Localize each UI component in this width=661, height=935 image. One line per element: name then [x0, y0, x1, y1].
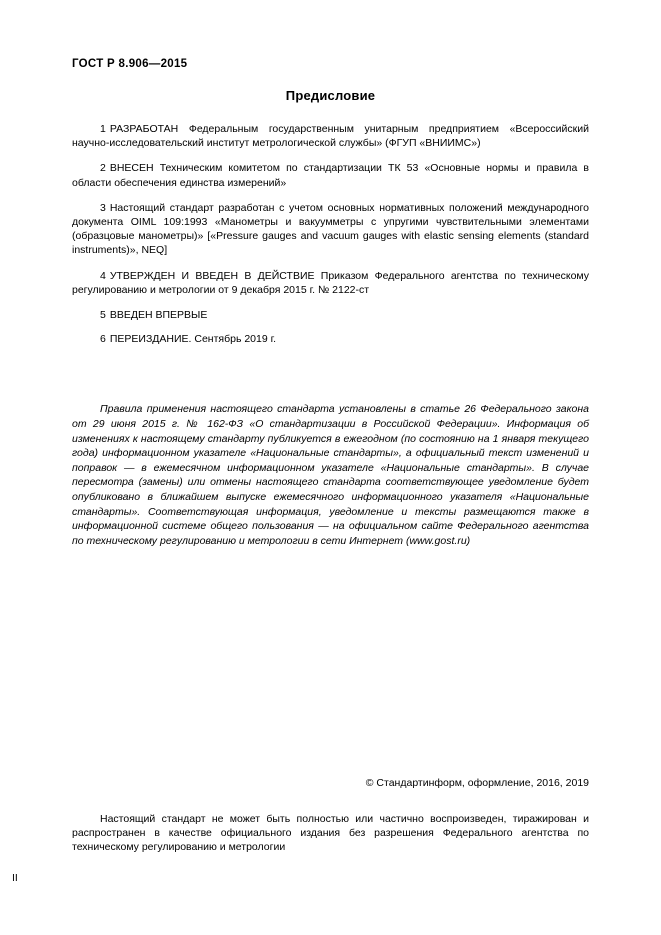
application-rules-note: [72, 402, 589, 548]
page-title: Предисловие: [285, 88, 376, 103]
paragraph-3-text: Настоящий стандарт разработан с учетом основных нормативных положений международного документа OIML 109:1993 «Манометры и вакуумметры с упругими чувствительными элементами (образцовые манометры)» [«Pressure gauges and vacuum gauges with elastic sensing elements (standard instruments)», NEQ]: [72, 201, 589, 257]
paragraph-2-number: 2: [100, 162, 106, 175]
paragraph-2-text: ВНЕСЕН Техническим комитетом по стандартизации ТК 53 «Основные нормы и правила в области обеспечения единства измерений»: [72, 162, 589, 189]
paragraph-5-text: ВВЕДЕН ВПЕРВЫЕ: [109, 309, 208, 322]
paragraph-3-number: 3: [100, 201, 106, 214]
paragraph-6-text: ПЕРЕИЗДАНИЕ. Сентябрь 2019 г.: [109, 333, 277, 346]
paragraph-4-text: УТВЕРЖДЕН И ВВЕДЕН В ДЕЙСТВИЕ Приказом Федерального агентства по техническому регулированию и метрологии от 9 декабря 2015 г. № 2122-ст: [72, 269, 589, 296]
paragraph-4: [72, 269, 589, 297]
paragraph-6-number: 6: [100, 333, 106, 346]
paragraph-5: [72, 308, 589, 322]
page-number: II: [12, 872, 18, 884]
paragraph-4-number: 4: [100, 269, 106, 282]
copyright-line: © Стандартинформ, оформление, 2016, 2019: [365, 777, 589, 789]
paragraph-6: [72, 332, 589, 346]
section-spacer: [72, 356, 589, 380]
standard-code-header: ГОСТ Р 8.906—2015: [72, 58, 188, 70]
paragraph-2: [72, 161, 589, 189]
paragraph-3: [72, 201, 589, 258]
document-body: [72, 122, 589, 548]
paragraph-1: [72, 122, 589, 150]
paragraph-1-text: РАЗРАБОТАН Федеральным государственным унитарным предприятием «Всероссийский научно-исследовательский институт метрологической службы» (ФГУП «ВНИИМС»): [72, 123, 589, 150]
paragraph-1-number: 1: [100, 123, 106, 135]
reproduction-notice: Настоящий стандарт не может быть полностью или частично воспроизведен, тиражирован и распространен в качестве официального издания без разрешения Федерального агентства по техническому регулированию и метрологии: [72, 813, 589, 854]
paragraph-5-number: 5: [100, 309, 106, 322]
application-rules-text: Правила применения настоящего стандарта установлены в статье 26 Федерального закона от 29 июня 2015 г. № 162-ФЗ «О стандартизации в Российской Федерации». Информация об изменениях к настоящему стандарту публикуется в ежегодном (по состоянию на 1 января текущего года) информационном указателе «Национальные стандарты», а официальный текст изменений и поправок — в ежемесячном информационном указателе «Национальные стандарты». В случае пересмотра (замены) или отмены настоящего стандарта соответствующее уведомление будет опубликовано в ближайшем выпуске ежемесячного информационного указателя «Национальные стандарты». Соответствующая информация, уведомление и тексты размещаются также в информационной системе общего пользования — на официальном сайте Федерального агентства по техническому регулированию и метрологии в сети Интернет (www.gost.ru): [72, 403, 589, 547]
